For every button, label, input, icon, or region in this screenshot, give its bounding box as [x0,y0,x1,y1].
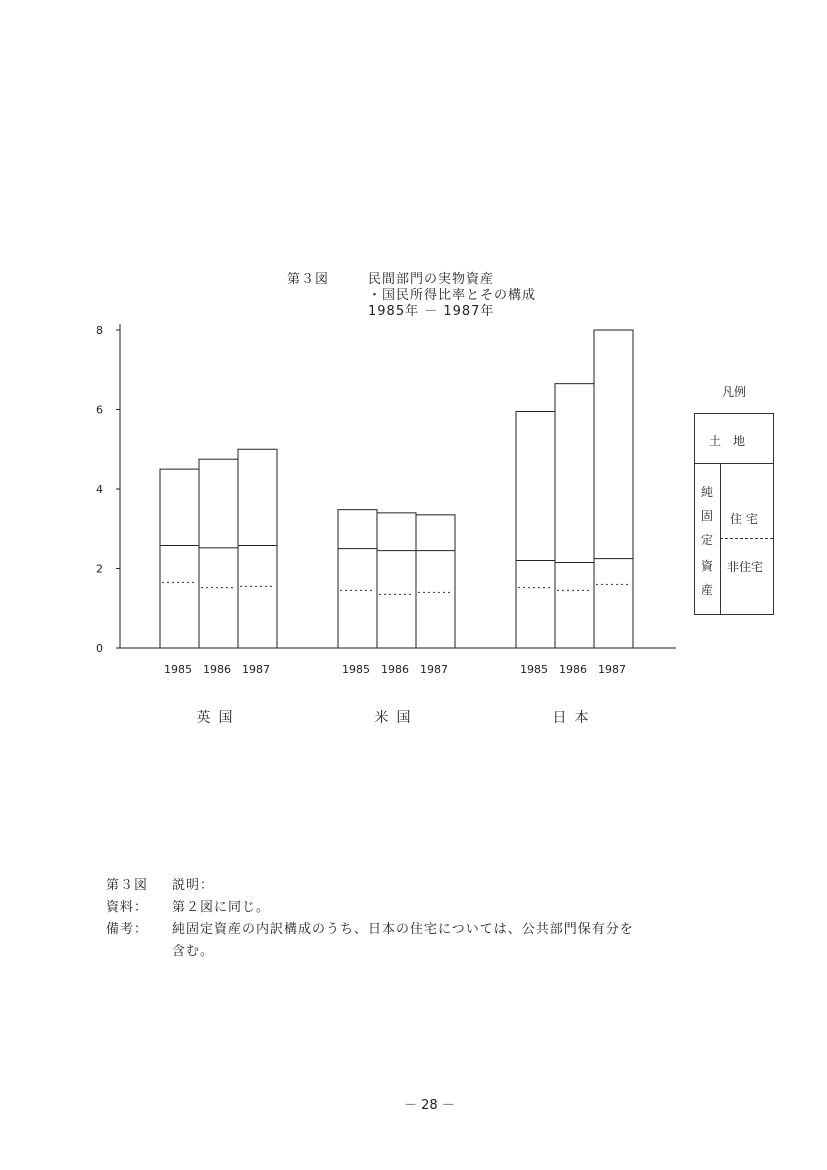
bar-total [160,469,199,648]
x-tick-label: 1985 [164,663,192,676]
x-tick-label: 1987 [598,663,626,676]
bar-series [160,330,633,648]
legend-net-fixed-0: 純 [701,485,714,499]
note-remark-cont [172,940,214,959]
legend-residential-label: 住 宅 [730,512,758,526]
y-tick-label: 2 [96,562,103,576]
x-tick-labels [164,663,626,676]
group-labels [197,709,597,726]
bar-total [199,459,238,648]
x-tick-label: 1986 [559,663,587,676]
note-figure-label: 第３図 [106,878,149,893]
legend [694,413,774,615]
legend-net-fixed-1: 固 [701,509,714,523]
bar-total [377,513,416,648]
legend-net-fixed-cell [695,463,721,614]
chart-title-line1: 民間部門の実物資産 [368,272,495,287]
chart-title-line3: 1985年 － 1987年 [368,304,495,319]
chart-title-line2: ・国民所得比率とその構成 [368,288,537,303]
bar-total [416,515,455,648]
legend-net-fixed-2: 定 [701,533,714,547]
y-tick-labels [96,324,103,655]
y-tick-label: 4 [96,483,103,496]
note-remark-label: 備考： [106,922,149,937]
x-tick-label: 1987 [420,663,448,676]
legend-non-residential-label: 非住宅 [727,560,764,574]
legend-title: 凡例 [722,385,747,399]
figure-label: 第３図 [287,272,330,287]
bar-total [594,330,633,648]
group-label: 日本 [552,710,597,726]
page-number: － 28 － [404,1098,455,1113]
bar-total [516,411,555,648]
note-source-text: 第２図に同じ。 [172,900,271,915]
x-tick-label: 1986 [203,663,231,676]
x-tick-label: 1985 [342,663,370,676]
note-source-label: 資料： [106,900,149,915]
note-source [106,896,270,915]
note-remark-line2: 含む。 [172,944,215,959]
note-figure-desc: 説明： [172,878,215,893]
x-tick-label: 1987 [242,663,270,676]
bar-total [338,510,377,648]
legend-land-cell [695,414,773,464]
group-label: 米国 [374,710,419,726]
bar-total [555,384,594,648]
legend-divider [720,538,773,539]
y-tick-label: 6 [96,403,103,417]
y-tick-label: 0 [96,642,103,655]
note-remark [106,918,634,937]
x-tick-label: 1986 [381,663,409,676]
group-label: 英国 [196,710,241,726]
legend-net-fixed-3: 資 [701,559,714,573]
bar-total [238,449,277,648]
x-tick-label: 1985 [520,663,548,676]
note-figure [106,874,214,893]
y-tick-label: 8 [96,324,103,337]
legend-net-fixed-4: 産 [701,583,714,597]
legend-land-label: 土 地 [709,434,746,448]
note-remark-line1: 純固定資産の内訳構成のうち、日本の住宅については、公共部門保有分を [172,922,634,937]
